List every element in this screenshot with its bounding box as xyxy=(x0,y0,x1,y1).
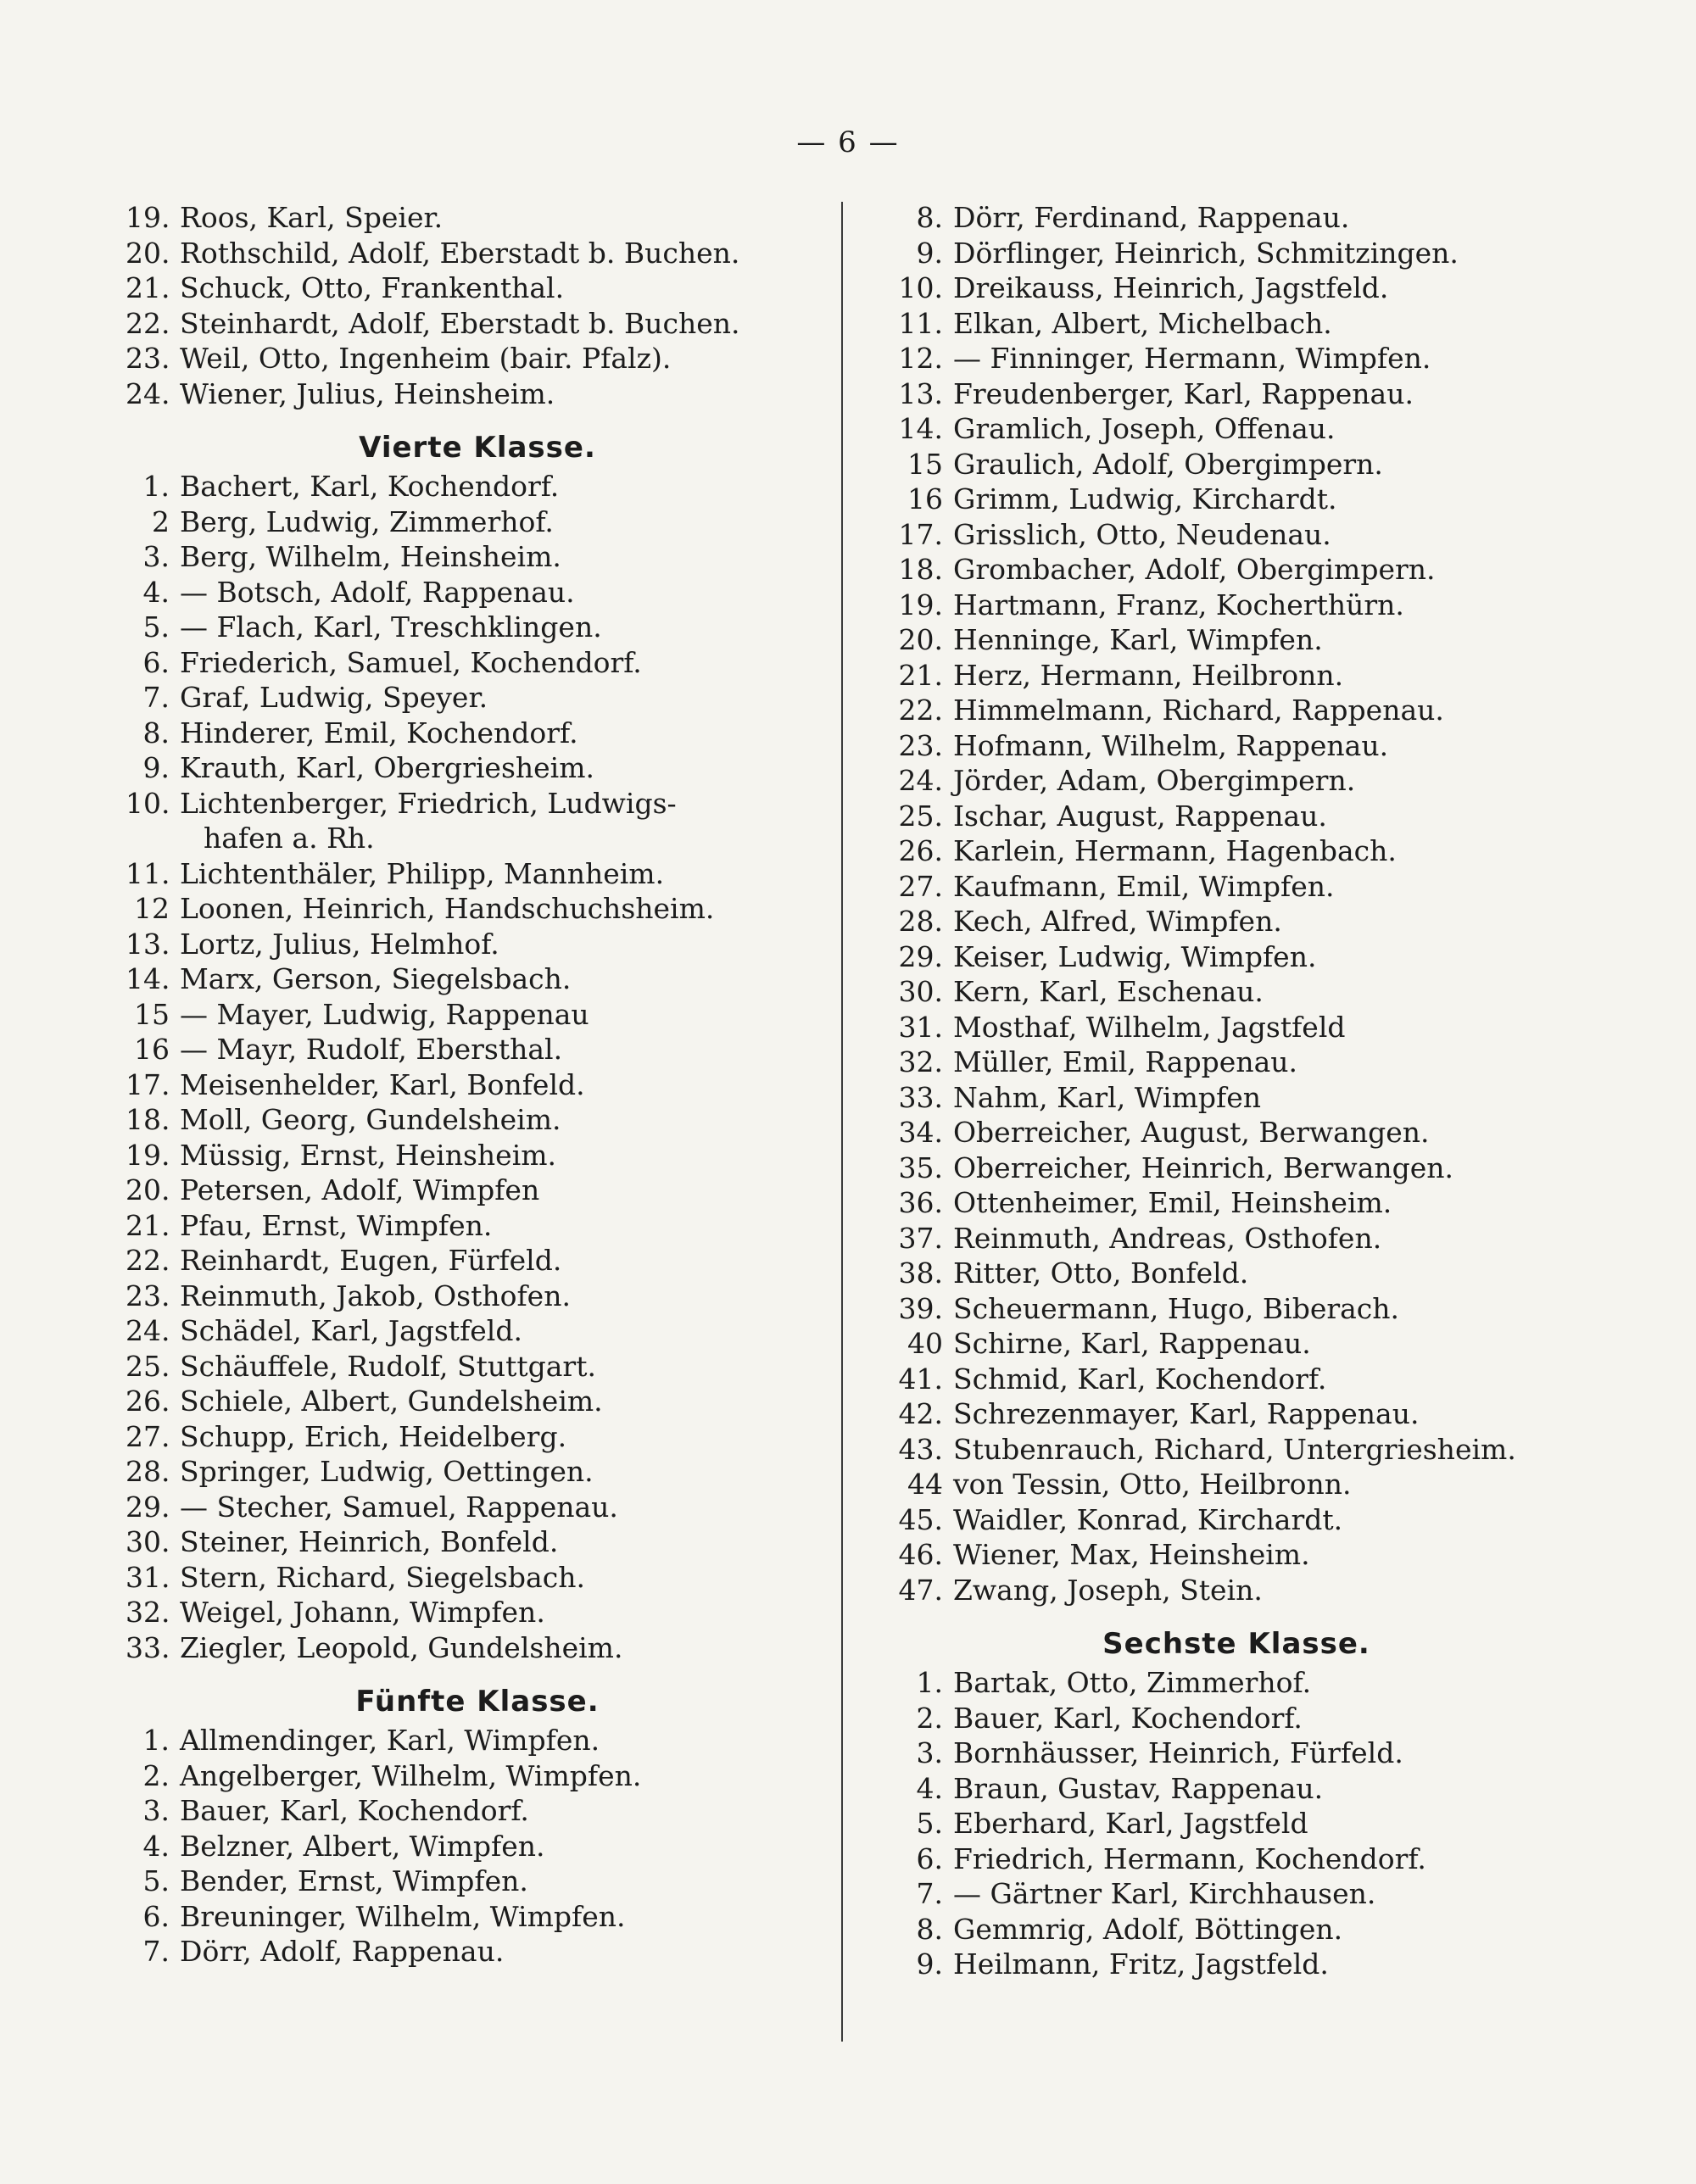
list-item xyxy=(126,1630,829,1666)
item-text: Reinmuth, Andreas, Osthofen. xyxy=(953,1221,1382,1255)
list-item xyxy=(889,588,1584,623)
item-text: hafen a. Rh. xyxy=(204,822,375,855)
right-column xyxy=(889,200,1584,1982)
list-item xyxy=(126,610,829,645)
item-number: 19. xyxy=(898,588,943,621)
list-item xyxy=(889,1150,1584,1186)
item-number: 22. xyxy=(126,1244,170,1277)
item-number: 2. xyxy=(142,1758,170,1792)
item-number: 29. xyxy=(898,939,943,973)
item-number: 2 xyxy=(152,504,170,538)
item-number: 15 xyxy=(907,447,943,481)
list-item xyxy=(889,763,1584,799)
item-number: 2. xyxy=(916,1701,943,1735)
list-item xyxy=(889,376,1584,412)
item-text: Kaufmann, Emil, Wimpfen. xyxy=(953,869,1335,903)
item-text: Wiener, Julius, Heinsheim. xyxy=(180,376,555,410)
list-item xyxy=(889,693,1584,728)
list-item xyxy=(126,1723,829,1758)
item-number: 7. xyxy=(142,1935,170,1968)
list-item xyxy=(889,622,1584,658)
item-text: Schrezenmayer, Karl, Rappenau. xyxy=(953,1397,1420,1430)
item-number: 5. xyxy=(142,610,170,644)
list-item xyxy=(126,1208,829,1244)
item-number: 8. xyxy=(142,716,170,749)
item-number: 15 xyxy=(134,997,170,1031)
item-text: Bornhäusser, Heinrich, Fürfeld. xyxy=(953,1736,1403,1769)
item-number: 8. xyxy=(916,1912,943,1946)
item-text: Grimm, Ludwig, Kirchardt. xyxy=(953,482,1337,515)
item-number: 11. xyxy=(126,856,170,890)
item-number: 20. xyxy=(898,623,943,656)
item-text: Schmid, Karl, Kochendorf. xyxy=(953,1362,1327,1396)
item-text: Ziegler, Leopold, Gundelsheim. xyxy=(180,1630,623,1664)
item-number: 38. xyxy=(898,1256,943,1290)
item-number: 34. xyxy=(898,1116,943,1149)
list-item xyxy=(126,376,829,412)
list-item xyxy=(126,575,829,610)
item-text: Heilmann, Fritz, Jagstfeld. xyxy=(953,1947,1329,1981)
item-text: — Mayr, Rudolf, Ebersthal. xyxy=(180,1033,563,1066)
item-text: — Finninger, Hermann, Wimpfen. xyxy=(953,342,1431,375)
list-item xyxy=(889,1432,1584,1468)
list-item xyxy=(889,1665,1584,1701)
list-item xyxy=(889,1080,1584,1116)
item-number: 43. xyxy=(898,1432,943,1466)
list-item xyxy=(889,939,1584,975)
list-item xyxy=(126,1173,829,1208)
item-text: Bauer, Karl, Kochendorf. xyxy=(953,1701,1303,1735)
list-item xyxy=(889,1045,1584,1080)
item-text: Scheuermann, Hugo, Biberach. xyxy=(953,1291,1400,1325)
item-number: 19. xyxy=(126,1138,170,1172)
item-number: 1. xyxy=(916,1666,943,1699)
item-text: Steinhardt, Adolf, Eberstadt b. Buchen. xyxy=(180,306,740,340)
item-number: 23. xyxy=(126,342,170,375)
list-item xyxy=(889,1806,1584,1841)
item-number: 24. xyxy=(898,764,943,797)
list-item xyxy=(889,1115,1584,1150)
item-number: 7. xyxy=(142,681,170,714)
item-text: Schupp, Erich, Heidelberg. xyxy=(180,1419,567,1453)
item-text: Bauer, Karl, Kochendorf. xyxy=(180,1794,529,1827)
list-item xyxy=(889,517,1584,553)
item-number: 13. xyxy=(898,376,943,410)
list-item xyxy=(889,1736,1584,1771)
item-text: Hartmann, Franz, Kocherthürn. xyxy=(953,588,1404,621)
item-number: 14. xyxy=(126,962,170,995)
list-item xyxy=(889,1185,1584,1221)
item-text: Freudenberger, Karl, Rappenau. xyxy=(953,376,1414,410)
item-number: 26. xyxy=(898,834,943,867)
item-text: Loonen, Heinrich, Handschuchsheim. xyxy=(180,892,715,925)
item-text: Keiser, Ludwig, Wimpfen. xyxy=(953,939,1317,973)
list-item xyxy=(889,482,1584,517)
item-number: 9. xyxy=(142,751,170,784)
item-number: 46. xyxy=(898,1538,943,1571)
list-item xyxy=(889,341,1584,376)
item-number: 5. xyxy=(142,1864,170,1897)
item-text: Wiener, Max, Heinsheim. xyxy=(953,1538,1310,1571)
list-item xyxy=(126,539,829,575)
item-number: 42. xyxy=(898,1397,943,1430)
list-item xyxy=(126,1595,829,1630)
list-item xyxy=(126,1793,829,1829)
list-item xyxy=(126,750,829,786)
item-text: Herz, Hermann, Heilbronn. xyxy=(953,658,1344,692)
item-number: 17. xyxy=(898,517,943,551)
item-number: 28. xyxy=(126,1455,170,1488)
list-item xyxy=(126,997,829,1033)
item-text: Krauth, Karl, Obergriesheim. xyxy=(180,751,595,784)
item-text: Stern, Richard, Siegelsbach. xyxy=(180,1560,585,1594)
item-number: 22. xyxy=(898,694,943,727)
item-text: Graulich, Adolf, Obergimpern. xyxy=(953,447,1383,481)
item-text: Schäuffele, Rudolf, Stuttgart. xyxy=(180,1349,596,1383)
item-text: Grombacher, Adolf, Obergimpern. xyxy=(953,553,1436,586)
item-number: 23. xyxy=(898,728,943,762)
class-heading: Fünfte Klasse. xyxy=(355,1685,600,1719)
item-text: Nahm, Karl, Wimpfen xyxy=(953,1080,1262,1114)
item-text: Schuck, Otto, Frankenthal. xyxy=(180,271,565,304)
list-item xyxy=(126,680,829,716)
item-text: Hofmann, Wilhelm, Rappenau. xyxy=(953,728,1389,762)
item-text: Graf, Ludwig, Speyer. xyxy=(180,681,488,714)
item-number: 3. xyxy=(916,1736,943,1769)
list-item xyxy=(126,1454,829,1490)
list-item xyxy=(889,236,1584,271)
list-item xyxy=(889,447,1584,482)
item-text: — Gärtner Karl, Kirchhausen. xyxy=(953,1877,1376,1910)
item-text: Dörr, Adolf, Rappenau. xyxy=(180,1935,505,1968)
list-item xyxy=(126,1829,829,1864)
item-number: 47. xyxy=(898,1573,943,1607)
item-text: Angelberger, Wilhelm, Wimpfen. xyxy=(180,1758,642,1792)
item-text: Braun, Gustav, Rappenau. xyxy=(953,1771,1324,1805)
item-text: Dörflinger, Heinrich, Schmitzingen. xyxy=(953,236,1459,270)
item-text: Moll, Georg, Gundelsheim. xyxy=(180,1103,561,1136)
item-number: 22. xyxy=(126,306,170,340)
list-item xyxy=(126,891,829,927)
item-text: Müller, Emil, Rappenau. xyxy=(953,1045,1298,1078)
item-text: Grisslich, Otto, Neudenau. xyxy=(953,517,1331,551)
list-item xyxy=(126,716,829,751)
list-item xyxy=(126,1067,829,1103)
list-item xyxy=(126,1032,829,1067)
item-number: 8. xyxy=(916,201,943,234)
item-number: 1. xyxy=(142,1724,170,1757)
item-text: Lichtenthäler, Philipp, Mannheim. xyxy=(180,856,665,890)
item-number: 5. xyxy=(916,1807,943,1840)
list-item xyxy=(126,1560,829,1596)
item-number: 36. xyxy=(898,1186,943,1219)
list-item xyxy=(126,961,829,997)
item-text: Ritter, Otto, Bonfeld. xyxy=(953,1256,1249,1290)
item-number: 30. xyxy=(898,975,943,1008)
list-item xyxy=(889,1502,1584,1538)
item-text: Waidler, Konrad, Kirchardt. xyxy=(953,1502,1343,1536)
item-text: Bachert, Karl, Kochendorf. xyxy=(180,470,560,503)
item-text: Elkan, Albert, Michelbach. xyxy=(953,306,1332,340)
item-text: Petersen, Adolf, Wimpfen xyxy=(180,1173,540,1206)
item-text: Gemmrig, Adolf, Böttingen. xyxy=(953,1912,1343,1946)
item-number: 40 xyxy=(907,1327,943,1360)
item-text: Ottenheimer, Emil, Heinsheim. xyxy=(953,1186,1392,1219)
item-text: Kern, Karl, Eschenau. xyxy=(953,975,1264,1008)
page-number: — 6 — xyxy=(796,125,900,159)
list-item xyxy=(126,856,829,892)
item-number: 10. xyxy=(898,271,943,304)
item-text: — Stecher, Samuel, Rappenau. xyxy=(180,1490,618,1524)
item-number: 27. xyxy=(898,869,943,903)
item-number: 17. xyxy=(126,1067,170,1101)
class-heading: Vierte Klasse. xyxy=(359,431,596,465)
item-number: 28. xyxy=(898,905,943,938)
item-number: 4. xyxy=(142,1829,170,1863)
item-text: Kech, Alfred, Wimpfen. xyxy=(953,905,1282,938)
list-item xyxy=(889,1467,1584,1502)
item-number: 7. xyxy=(916,1877,943,1910)
list-item xyxy=(889,1537,1584,1573)
list-item xyxy=(889,1912,1584,1947)
list-item xyxy=(126,1279,829,1314)
item-number: 4. xyxy=(916,1771,943,1805)
item-number: 20. xyxy=(126,1173,170,1206)
item-number: 35. xyxy=(898,1150,943,1184)
item-number: 6. xyxy=(142,645,170,679)
item-text: Hinderer, Emil, Kochendorf. xyxy=(180,716,578,749)
list-item xyxy=(889,1010,1584,1045)
item-text: Meisenhelder, Karl, Bonfeld. xyxy=(180,1067,585,1101)
list-item xyxy=(889,1396,1584,1432)
item-number: 24. xyxy=(126,1314,170,1347)
list-item xyxy=(126,1864,829,1899)
item-text: Karlein, Hermann, Hagenbach. xyxy=(953,834,1397,867)
item-text: Marx, Gerson, Siegelsbach. xyxy=(180,962,572,995)
list-item xyxy=(126,469,829,504)
item-text: — Mayer, Ludwig, Rappenau xyxy=(180,997,589,1031)
item-number: 9. xyxy=(916,236,943,270)
list-item xyxy=(889,1701,1584,1736)
item-number: 31. xyxy=(898,1010,943,1044)
list-item xyxy=(889,658,1584,694)
item-number: 21. xyxy=(126,1208,170,1242)
item-text: Weil, Otto, Ingenheim (bair. Pfalz). xyxy=(180,342,672,375)
item-text: Lichtenberger, Friedrich, Ludwigs- xyxy=(180,786,677,820)
item-number: 6. xyxy=(142,1899,170,1933)
list-item xyxy=(126,1313,829,1349)
item-text: Bartak, Otto, Zimmerhof. xyxy=(953,1666,1312,1699)
item-number: 39. xyxy=(898,1291,943,1325)
item-number: 33. xyxy=(126,1630,170,1664)
item-number: 10. xyxy=(126,786,170,820)
item-number: 21. xyxy=(898,658,943,692)
list-item xyxy=(889,1326,1584,1362)
list-item xyxy=(126,1384,829,1419)
list-item xyxy=(126,341,829,376)
item-text: Eberhard, Karl, Jagstfeld xyxy=(953,1807,1308,1840)
item-text: Belzner, Albert, Wimpfen. xyxy=(180,1829,545,1863)
item-number: 4. xyxy=(142,575,170,609)
item-text: Ischar, August, Rappenau. xyxy=(953,799,1327,833)
item-text: Bender, Ernst, Wimpfen. xyxy=(180,1864,528,1897)
item-number: 14. xyxy=(898,412,943,445)
item-text: Dreikauss, Heinrich, Jagstfeld. xyxy=(953,271,1389,304)
list-item xyxy=(889,904,1584,939)
list-item xyxy=(889,833,1584,869)
item-text: Jörder, Adam, Obergimpern. xyxy=(953,764,1356,797)
list-item xyxy=(889,728,1584,764)
list-item-continuation xyxy=(126,821,829,856)
item-number: 32. xyxy=(898,1045,943,1078)
item-number: 12. xyxy=(898,342,943,375)
item-number: 24. xyxy=(126,376,170,410)
list-item xyxy=(126,270,829,306)
item-number: 19. xyxy=(126,201,170,234)
item-number: 21. xyxy=(126,271,170,304)
item-text: Allmendinger, Karl, Wimpfen. xyxy=(180,1724,600,1757)
item-number: 16 xyxy=(134,1033,170,1066)
item-text: — Botsch, Adolf, Rappenau. xyxy=(180,575,575,609)
list-item xyxy=(889,1221,1584,1256)
item-text: Oberreicher, August, Berwangen. xyxy=(953,1116,1430,1149)
list-item xyxy=(889,1256,1584,1291)
item-number: 25. xyxy=(898,799,943,833)
list-item xyxy=(126,645,829,681)
item-text: Berg, Wilhelm, Heinsheim. xyxy=(180,540,561,573)
item-text: von Tessin, Otto, Heilbronn. xyxy=(953,1468,1352,1501)
item-text: Henninge, Karl, Wimpfen. xyxy=(953,623,1323,656)
list-item xyxy=(889,1362,1584,1397)
list-item xyxy=(889,1573,1584,1608)
item-number: 32. xyxy=(126,1596,170,1629)
item-text: Weigel, Johann, Wimpfen. xyxy=(180,1596,545,1629)
item-text: Rothschild, Adolf, Eberstadt b. Buchen. xyxy=(180,236,740,270)
item-number: 18. xyxy=(126,1103,170,1136)
item-text: Schirne, Karl, Rappenau. xyxy=(953,1327,1311,1360)
list-item xyxy=(889,1841,1584,1877)
item-text: Oberreicher, Heinrich, Berwangen. xyxy=(953,1150,1454,1184)
list-item xyxy=(126,1899,829,1935)
item-text: Steiner, Heinrich, Bonfeld. xyxy=(180,1525,559,1558)
item-number: 11. xyxy=(898,306,943,340)
list-item xyxy=(126,306,829,342)
list-item xyxy=(889,200,1584,236)
item-text: Mosthaf, Wilhelm, Jagstfeld xyxy=(953,1010,1346,1044)
item-number: 44 xyxy=(907,1468,943,1501)
item-number: 23. xyxy=(126,1279,170,1312)
item-number: 3. xyxy=(142,1794,170,1827)
list-item xyxy=(889,552,1584,588)
item-text: Schädel, Karl, Jagstfeld. xyxy=(180,1314,522,1347)
list-item xyxy=(889,306,1584,342)
item-text: Zwang, Joseph, Stein. xyxy=(953,1573,1263,1607)
class-heading: Sechste Klasse. xyxy=(1102,1627,1370,1661)
item-text: Breuninger, Wilhelm, Wimpfen. xyxy=(180,1899,626,1933)
item-text: Dörr, Ferdinand, Rappenau. xyxy=(953,201,1350,234)
item-number: 30. xyxy=(126,1525,170,1558)
item-number: 1. xyxy=(142,470,170,503)
list-item xyxy=(126,1102,829,1138)
item-number: 3. xyxy=(142,540,170,573)
list-item xyxy=(126,236,829,271)
item-number: 27. xyxy=(126,1419,170,1453)
item-number: 29. xyxy=(126,1490,170,1524)
list-item xyxy=(889,411,1584,447)
list-item xyxy=(126,1758,829,1794)
item-text: Friedrich, Hermann, Kochendorf. xyxy=(953,1841,1426,1875)
item-text: Berg, Ludwig, Zimmerhof. xyxy=(180,504,554,538)
list-item xyxy=(889,270,1584,306)
list-item xyxy=(889,869,1584,905)
list-item xyxy=(126,504,829,540)
list-item xyxy=(889,1876,1584,1912)
item-number: 16 xyxy=(907,482,943,515)
item-text: Pfau, Ernst, Wimpfen. xyxy=(180,1208,493,1242)
item-number: 6. xyxy=(916,1841,943,1875)
list-item xyxy=(126,1934,829,1970)
item-number: 20. xyxy=(126,236,170,270)
list-item xyxy=(889,799,1584,834)
list-item xyxy=(126,200,829,236)
item-text: Roos, Karl, Speier. xyxy=(180,201,444,234)
list-item xyxy=(889,1771,1584,1807)
list-item xyxy=(889,1291,1584,1327)
item-number: 13. xyxy=(126,927,170,961)
column-divider xyxy=(841,202,843,2042)
list-item xyxy=(126,786,829,822)
list-item xyxy=(126,927,829,962)
item-number: 41. xyxy=(898,1362,943,1396)
item-number: 31. xyxy=(126,1560,170,1594)
item-text: Himmelmann, Richard, Rappenau. xyxy=(953,694,1444,727)
list-item xyxy=(126,1524,829,1560)
list-item xyxy=(126,1490,829,1525)
item-text: Lortz, Julius, Helmhof. xyxy=(180,927,499,961)
item-text: Reinmuth, Jakob, Osthofen. xyxy=(180,1279,571,1312)
item-number: 45. xyxy=(898,1502,943,1536)
list-item xyxy=(889,1947,1584,1982)
item-text: Stubenrauch, Richard, Untergriesheim. xyxy=(953,1432,1516,1466)
left-column xyxy=(126,200,829,1970)
item-number: 33. xyxy=(898,1080,943,1114)
item-number: 26. xyxy=(126,1384,170,1418)
list-item xyxy=(126,1138,829,1173)
item-number: 18. xyxy=(898,553,943,586)
item-text: Müssig, Ernst, Heinsheim. xyxy=(180,1138,557,1172)
item-text: Gramlich, Joseph, Offenau. xyxy=(953,412,1336,445)
item-number: 12 xyxy=(134,892,170,925)
list-item xyxy=(126,1349,829,1384)
item-text: Reinhardt, Eugen, Fürfeld. xyxy=(180,1244,562,1277)
item-text: Springer, Ludwig, Oettingen. xyxy=(180,1455,594,1488)
item-text: — Flach, Karl, Treschklingen. xyxy=(180,610,602,644)
item-number: 25. xyxy=(126,1349,170,1383)
item-text: Schiele, Albert, Gundelsheim. xyxy=(180,1384,603,1418)
list-item xyxy=(889,974,1584,1010)
list-item xyxy=(126,1243,829,1279)
item-number: 37. xyxy=(898,1221,943,1255)
list-item xyxy=(126,1419,829,1455)
item-number: 9. xyxy=(916,1947,943,1981)
item-text: Friederich, Samuel, Kochendorf. xyxy=(180,645,642,679)
